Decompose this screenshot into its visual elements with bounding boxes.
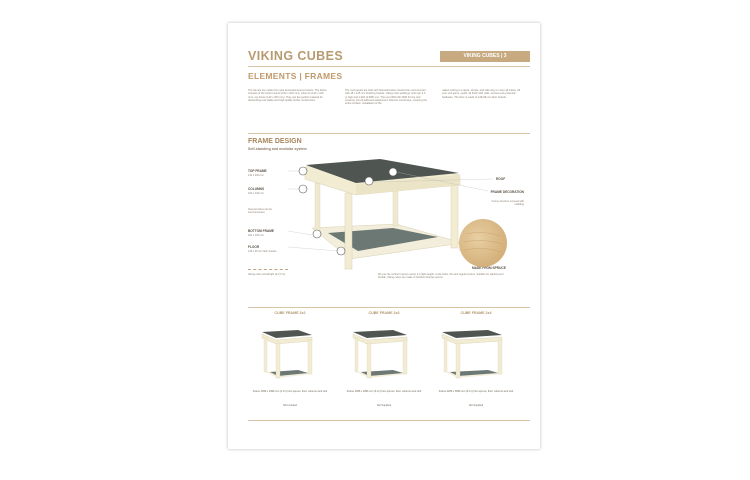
- cube-2x4-description: Frame 2286 x 3996 mm (8 m²) from spruce, floor, columns and roof: [438, 390, 514, 393]
- cube-2x4-inclusion: Not Supplied: [468, 404, 484, 407]
- cube-2x3-title: CUBE FRAME 2x3: [368, 311, 400, 315]
- label-roof: ROOF: [496, 177, 506, 181]
- frame-decoration-note: Frame structure covered with cladding: [491, 200, 524, 207]
- frame-design-subtitle: Self-standing and modular system: [248, 147, 307, 151]
- page-badge: VIKING CUBES | 3: [440, 51, 530, 62]
- spruce-wood-sample-icon: [458, 218, 508, 268]
- frame-design-title: FRAME DESIGN: [248, 138, 302, 145]
- weight-note: Viking cube overall light (& 2,0 m): [248, 273, 286, 276]
- roof-marker-icon: [364, 176, 374, 186]
- label-bottom-frame: BOTTOM FRAME: [248, 229, 274, 233]
- spruce-description: We use the northern spruce wood, it is light-weight, resist strike, thin and regular texture. Suitable for painting and flexible. Viking cubes are made of Northern Europe spruce.: [378, 273, 504, 280]
- columns-marker-icon: [298, 184, 308, 194]
- cube-2x3-description: Frame 1996 x 2996 mm (6 m²) from spruce, floor, columns and roof: [346, 390, 422, 393]
- label-frame-decoration: FRAME DECORATION: [490, 190, 524, 194]
- floor-marker-icon: [336, 246, 346, 256]
- label-made-from-spruce: MADE FROM SPRUCE: [472, 266, 506, 270]
- page-title: VIKING CUBES: [248, 49, 344, 63]
- label-columns: COLUMNS: [248, 187, 265, 191]
- label-floor: FLOOR: [248, 245, 260, 249]
- label-top-frame: TOP FRAME: [248, 169, 267, 173]
- divider: [248, 420, 530, 421]
- section-subtitle: ELEMENTS | FRAMES: [248, 71, 343, 81]
- cube-2x4-title: CUBE FRAME 2x4: [460, 311, 492, 315]
- label-columns-dim: 140 x 140 mm: [248, 192, 264, 195]
- brochure-page: [228, 23, 540, 449]
- label-top-frame-dim: 140 x 200 mm: [248, 174, 264, 177]
- cube-2x2-inclusion: Not Included: [282, 404, 298, 407]
- cube-2x2-description: Frame 1996 x 1996 mm (4 m²) from spruce, floor, columns and roof: [252, 390, 328, 393]
- cube-2x3-inclusion: Not Supplied: [376, 404, 392, 407]
- intro-column-2: The roof panels are built with dovetail timber construction and covered with 18 x 125 mm finishing boards. Viking cube weldings' units are 2.0 m high and 1,002 (2,598) mm. The use NIDA 3D 1000 for the roof covering, bio-oil adhesive elastomeric bitumen membrane, covering the entire surface, installation of the: [345, 89, 427, 106]
- top-frame-marker-icon: [298, 166, 308, 176]
- cube-2x2-illustration: [258, 328, 318, 383]
- bottom-frame-marker-icon: [312, 229, 322, 239]
- divider: [248, 307, 530, 308]
- decoration-marker-icon: [388, 167, 398, 177]
- label-interconnect-note: Several cubes can be interconnected: [248, 208, 273, 214]
- intro-column-3: naked roofing is a quick, simple, and safe way to cover all cubes. All your roof joints, yields, all finish with nails, screws and protected hardware. The floor is made of 146x28 mm floor boards.: [442, 89, 520, 99]
- label-bottom-frame-dim: 100 x 100 mm: [248, 234, 264, 237]
- cube-2x2-title: CUBE FRAME 2x2: [274, 311, 306, 315]
- label-floor-dim: 146 x 28 mm floor boards: [248, 250, 277, 253]
- cube-2x4-illustration: [438, 328, 508, 383]
- intro-column-1: The frames are made from glue laminated spruce beams. The frame consists of the bottom frame (100 x 100 mm), columns (140 x 140 mm), top frame (140 x 200 mm). They are the perfect material for demanding and stable and high-quality timber construction.: [248, 89, 327, 102]
- cube-2x3-illustration: [349, 328, 413, 383]
